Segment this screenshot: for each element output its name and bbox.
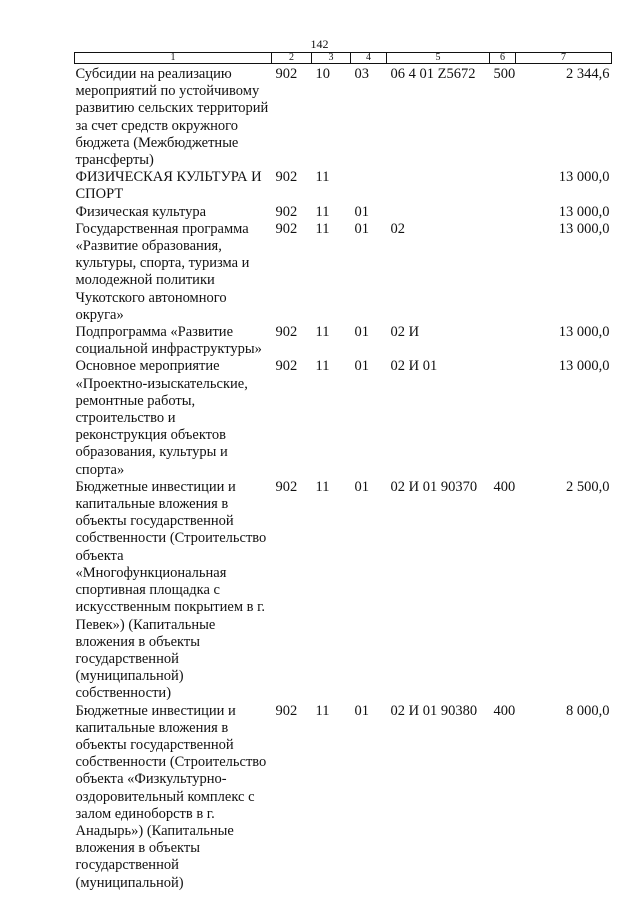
table-body — [75, 64, 612, 892]
row-name: Подпрограмма «Развитие социальной инфраструктуры» — [75, 324, 262, 358]
row-name: Бюджетные инвестиции и капитальные вложения в объекты государственной собственности (Строительство объекта «Многофункциональная спортивная площадка с искусственным покрытием в г. Певек») (Капитальные вложения в объекты государственной (муниципальной) собственности) — [75, 478, 267, 702]
table-row — [75, 324, 612, 358]
row-amount: 8 000,0 — [566, 702, 610, 719]
row-name: Субсидии на реализацию мероприятий по устойчивому развитию сельских территорий за счет средств окружного бюджета (Межбюджетные трансферты) — [75, 66, 269, 169]
table-header — [75, 53, 612, 64]
row-target-article — [387, 204, 490, 221]
header-col-6: 6 — [490, 53, 516, 64]
row-target-article: 06 4 01 Z5672 — [390, 66, 476, 82]
row-section-code: 11 — [315, 169, 330, 186]
row-section-code: 11 — [315, 324, 330, 341]
table-row — [75, 221, 612, 324]
row-expense-type — [490, 169, 516, 203]
budget-table — [74, 52, 612, 892]
row-name: Государственная программа «Развитие образования, культуры, спорта, туризма и молодежной политики Чукотского автономного округа» — [75, 220, 250, 323]
header-col-4: 4 — [351, 53, 387, 64]
row-ministry-code: 902 — [275, 66, 298, 82]
row-ministry-code: 902 — [275, 358, 298, 375]
row-section-code: 11 — [315, 478, 330, 495]
row-name: Физическая культура — [75, 203, 207, 220]
table-row — [75, 358, 612, 478]
row-ministry-code: 902 — [275, 478, 298, 495]
row-name: Основное мероприятие «Проектно-изыскательские, ремонтные работы, строительство и реконструкция объектов образования, культуры и спорта» — [75, 358, 248, 478]
row-target-article: 02 И 01 — [390, 358, 438, 375]
row-subsection-code — [351, 169, 387, 203]
row-amount: 2 344,6 — [566, 66, 610, 82]
row-target-article — [387, 169, 490, 203]
row-ministry-code: 902 — [275, 324, 298, 341]
header-col-1: 1 — [75, 53, 272, 64]
header-row — [75, 53, 612, 64]
row-expense-type — [490, 324, 516, 358]
row-name: Бюджетные инвестиции и капитальные вложения в объекты государственной собственности (Строительство объекта «Физкультурно-оздоровительный комплекс с залом единоборств в г. Анадырь») (Капитальные вложения в объекты государственной (муниципальной) — [75, 702, 267, 891]
header-col-5: 5 — [387, 53, 490, 64]
row-expense-type: 400 — [493, 478, 516, 495]
row-ministry-code: 902 — [275, 203, 298, 220]
row-subsection-code: 01 — [354, 478, 369, 495]
table-row — [75, 204, 612, 221]
row-amount: 13 000,0 — [558, 358, 610, 375]
row-subsection-code: 01 — [354, 203, 369, 220]
row-ministry-code: 902 — [275, 169, 298, 186]
row-expense-type — [490, 204, 516, 221]
row-section-code: 11 — [315, 358, 330, 375]
header-col-7: 7 — [516, 53, 612, 64]
row-section-code: 11 — [315, 203, 330, 220]
row-expense-type — [490, 358, 516, 478]
row-target-article: 02 — [390, 220, 405, 237]
row-section-code: 10 — [315, 66, 330, 82]
row-target-article: 02 И 01 90380 — [390, 702, 478, 719]
row-target-article: 02 И 01 90370 — [390, 478, 478, 495]
table-row — [75, 169, 612, 203]
header-col-3: 3 — [312, 53, 351, 64]
row-target-article: 02 И — [390, 324, 420, 341]
row-amount: 13 000,0 — [558, 169, 610, 186]
row-ministry-code: 902 — [275, 220, 298, 237]
header-col-2: 2 — [272, 53, 312, 64]
row-subsection-code: 01 — [354, 324, 369, 341]
table-row — [75, 703, 612, 892]
row-expense-type: 400 — [493, 702, 516, 719]
row-subsection-code: 01 — [354, 358, 369, 375]
row-amount: 13 000,0 — [558, 220, 610, 237]
row-amount: 2 500,0 — [566, 478, 610, 495]
row-expense-type: 500 — [493, 66, 516, 82]
row-name: ФИЗИЧЕСКАЯ КУЛЬТУРА И СПОРТ — [75, 169, 262, 203]
page-number: 142 — [310, 37, 329, 51]
row-subsection-code: 01 — [354, 220, 369, 237]
table-row — [75, 479, 612, 703]
row-section-code: 11 — [315, 702, 330, 719]
row-ministry-code: 902 — [275, 702, 298, 719]
table-row — [75, 64, 612, 170]
row-section-code: 11 — [315, 220, 330, 237]
row-amount: 13 000,0 — [558, 324, 610, 341]
row-expense-type — [490, 221, 516, 324]
row-amount: 13 000,0 — [558, 203, 610, 220]
row-subsection-code: 01 — [354, 702, 369, 719]
row-subsection-code: 03 — [354, 66, 369, 82]
